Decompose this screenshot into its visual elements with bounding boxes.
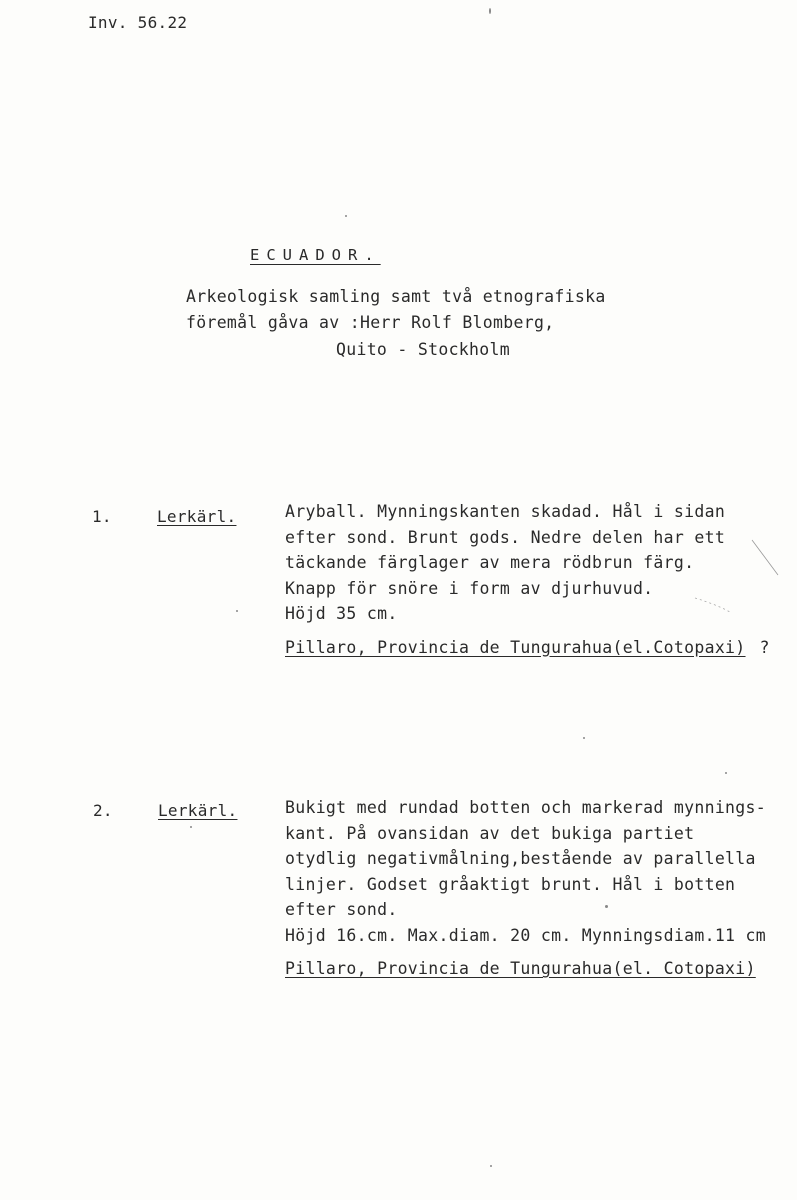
- item-2-number: 2.: [93, 801, 113, 820]
- subtitle-line-1: Arkeologisk samling samt två etnografiska: [186, 287, 606, 306]
- item-1-location-row: [285, 638, 770, 657]
- scan-speck: [605, 905, 608, 908]
- item-2-line: Bukigt med rundad botten och markerad mynnings-: [285, 798, 766, 817]
- scan-speck: [190, 826, 192, 828]
- item-1-number: 1.: [92, 507, 112, 526]
- item-1-location-suffix: ?: [759, 637, 770, 657]
- item-1-location: Pillaro, Provincia de Tungurahua(el.Cotopaxi): [285, 637, 746, 657]
- item-1-line: Aryball. Mynningskanten skadad. Hål i sidan: [285, 502, 726, 521]
- item-1-line: täckande färglager av mera rödbrun färg.: [285, 553, 695, 572]
- item-2-line: efter sond.: [285, 900, 398, 919]
- scan-speck: [583, 737, 585, 739]
- scan-speck: [490, 1165, 492, 1167]
- scan-speck: [345, 215, 347, 217]
- subtitle-line-2: föremål gåva av :Herr Rolf Blomberg,: [186, 313, 555, 332]
- scan-speck: [725, 772, 727, 774]
- item-1-description: [285, 499, 770, 657]
- item-1-line: Höjd 35 cm.: [285, 604, 398, 623]
- item-1-line: efter sond. Brunt gods. Nedre delen har ett: [285, 527, 726, 547]
- inventory-number: Inv. 56.22: [88, 13, 188, 32]
- item-2-location-row: [285, 959, 770, 978]
- scan-speck: [236, 610, 238, 612]
- item-1-category: Lerkärl.: [157, 507, 237, 526]
- item-1-line: Knapp för snöre i form av djurhuvud.: [285, 578, 654, 598]
- item-2-line: linjer. Godset gråaktigt brunt. Hål i botten: [285, 874, 736, 894]
- page-title: ECUADOR.: [250, 246, 381, 264]
- item-2-description: [285, 795, 770, 978]
- item-2-category: Lerkärl.: [158, 801, 238, 820]
- item-2-line: Höjd 16.cm. Max.diam. 20 cm. Mynningsdiam.11 cm: [285, 925, 766, 945]
- item-2-location: Pillaro, Provincia de Tungurahua(el. Cotopaxi): [285, 959, 756, 978]
- item-2-line: kant. På ovansidan av det bukiga partiet: [285, 823, 695, 843]
- item-2-line: otydlig negativmålning,bestående av parallella: [285, 849, 756, 868]
- subtitle-line-3: Quito - Stockholm: [336, 340, 510, 359]
- scan-speck: [489, 8, 491, 14]
